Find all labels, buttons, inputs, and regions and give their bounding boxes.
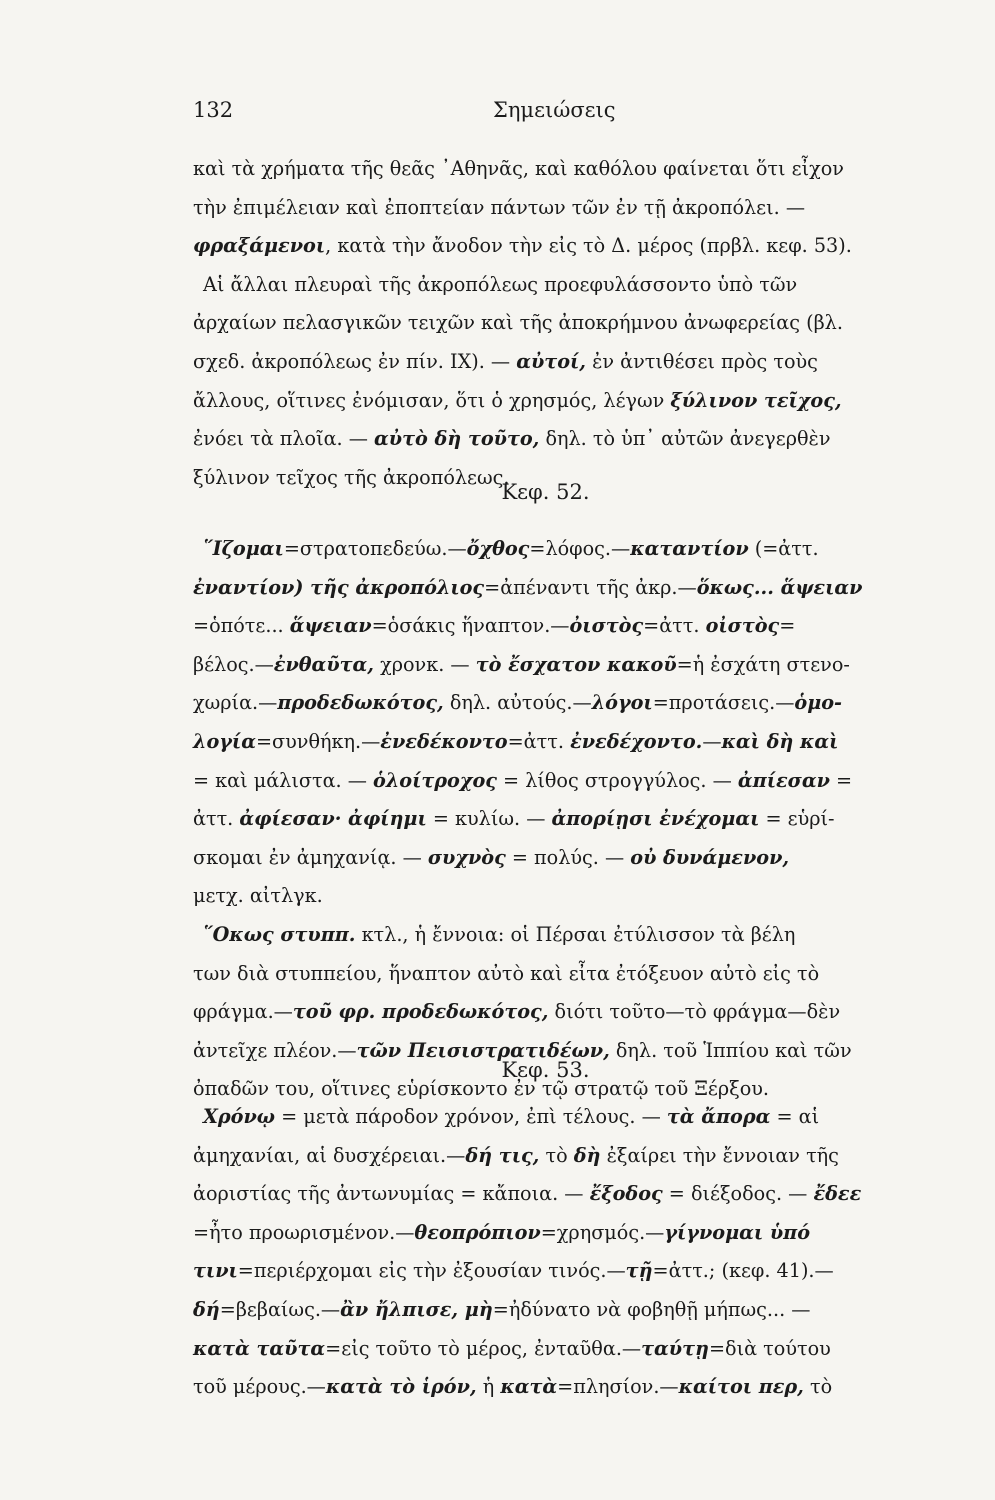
text-line	[193, 993, 841, 1032]
lemma-term: ἐνεδέκοντο	[380, 729, 508, 753]
gloss-text: = διέξοδος. —	[662, 1182, 814, 1206]
text-line	[193, 1291, 811, 1330]
gloss-text: ἀττ.	[193, 807, 240, 831]
text-line	[193, 150, 844, 189]
lemma-term: ῞Οκως στυππ.	[203, 922, 356, 946]
lemma-term: γίγνομαι ὑπό	[664, 1220, 811, 1244]
text-line	[193, 1368, 833, 1407]
gloss-text: = εὑρί-	[759, 807, 835, 831]
gloss-text: ἐν ἀντιθέσει πρὸς τοὺς	[585, 349, 818, 373]
gloss-text: =διὰ τούτου	[708, 1336, 831, 1360]
gloss-text: χρονκ. —	[374, 652, 476, 676]
text-line	[193, 955, 820, 994]
lemma-term: κατὰ ταῦτα	[193, 1336, 326, 1360]
gloss-text: =προτάσεις.—	[652, 691, 795, 715]
text-line	[193, 1214, 811, 1253]
text-line	[193, 646, 850, 685]
lemma-term: ἀφίεσαν· ἀφίημι	[239, 807, 427, 831]
gloss-text: =στρατοπεδεύω.—	[283, 537, 467, 560]
gloss-text: =	[829, 768, 853, 792]
text-line	[193, 382, 842, 421]
text-line	[193, 266, 798, 305]
lemma-term: λόγοι	[591, 691, 653, 715]
lemma-term: αὐτὸ δὴ τοῦτο,	[374, 427, 540, 451]
lemma-term: ἔδεε	[813, 1182, 862, 1206]
gloss-text: =ὁπότε...	[193, 614, 290, 638]
chapter-53-notes	[193, 1098, 862, 1407]
running-title: Σημειώσεις	[493, 98, 616, 122]
text-line	[193, 723, 839, 762]
lemma-term: κατὰ τὸ ἱρόν,	[325, 1375, 477, 1399]
gloss-text: =συνθήκη.—	[255, 729, 381, 753]
gloss-text: μετχ. αἰτλγκ.	[193, 884, 323, 908]
gloss-text: =ἀττ.; (κεφ. 41).—	[652, 1259, 834, 1283]
text-line	[193, 569, 863, 608]
gloss-text: —	[702, 729, 722, 753]
gloss-text: = πολύς. —	[505, 845, 631, 869]
text-line	[193, 1137, 839, 1176]
gloss-text: = μετὰ πάροδον χρόνον, ἐπὶ τέλους. —	[275, 1105, 667, 1128]
gloss-text: Αἱ ἄλλαι πλευραὶ τῆς ἀκροπόλεως προεφυλάσσοντο ὑπὸ τῶν	[203, 272, 798, 296]
text-line	[193, 1330, 831, 1369]
gloss-text: κτλ., ἡ ἔννοια: οἱ Πέρσαι ἐτύλισσον τὰ βέλη	[355, 922, 796, 946]
lemma-term: ὀιστὸς	[569, 614, 644, 638]
lemma-term: τῶν Πεισιστρατιδέων,	[356, 1038, 610, 1062]
lemma-term: ὄχθος	[466, 537, 530, 560]
text-line	[193, 304, 843, 343]
lemma-term: καίτοι περ,	[678, 1375, 804, 1399]
gloss-text: =ἡ ἐσχάτη στενο-	[676, 652, 850, 676]
lemma-term: ἅψειαν	[289, 614, 372, 638]
gloss-text: ἀοριστίας τῆς ἀντωνυμίας = κἄποια. —	[193, 1182, 590, 1206]
gloss-text: χωρία.—	[193, 691, 278, 715]
lemma-term: τὸ ἔσχατον κακοῦ	[475, 652, 677, 676]
gloss-text: =ὁσάκις ἥναπτον.—	[371, 614, 570, 638]
text-line	[193, 227, 852, 266]
lemma-term: αὐτοί,	[516, 349, 586, 373]
notes-paragraph-continued	[193, 150, 852, 497]
lemma-term: οἰστὸς	[705, 614, 780, 638]
lemma-term: ἂν ἤλπισε, μὴ	[340, 1297, 493, 1321]
gloss-text: βέλος.—	[193, 652, 274, 676]
text-line	[193, 684, 843, 723]
lemma-term: τῇ	[625, 1259, 653, 1283]
gloss-text: ἀρχαίων πελασγικῶν τειχῶν καὶ τῆς ἀποκρήμνου ἀνωφερείας (βλ.	[193, 311, 843, 335]
gloss-text: δηλ. τὸ ὑπ᾽ αὐτῶν ἀνεγερθὲν	[539, 427, 831, 451]
text-line	[193, 420, 831, 459]
lemma-term: ὅκως... ἅψειαν	[696, 575, 863, 599]
gloss-text: δηλ. τοῦ Ἱππίου καὶ τῶν	[609, 1038, 852, 1062]
lemma-term: κατὰ	[500, 1375, 558, 1399]
lemma-term: δή τις,	[465, 1143, 540, 1167]
gloss-text: τὸ	[539, 1143, 574, 1167]
text-line	[193, 607, 796, 646]
gloss-text: ἐξαίρει τὴν ἔννοιαν τῆς	[600, 1143, 839, 1167]
text-line	[193, 530, 819, 569]
gloss-text: =ἠδύνατο νὰ φοβηθῇ μήπως... —	[492, 1297, 811, 1321]
chapter-53-heading: Κεφ. 53.	[501, 1058, 590, 1082]
lemma-term: ἔξοδος	[589, 1182, 663, 1206]
lemma-term: ταύτῃ	[641, 1336, 709, 1360]
lemma-term: Χρόνῳ	[203, 1105, 276, 1128]
lemma-term: τὰ ἄπορα	[666, 1105, 771, 1128]
gloss-text: = λίθος στρογγύλος. —	[496, 768, 738, 792]
gloss-text: (=ἀττ.	[748, 537, 819, 560]
lemma-term: προδεδωκότος,	[277, 691, 444, 715]
gloss-text: = καὶ μάλιστα. —	[193, 768, 374, 792]
page-header	[193, 98, 813, 128]
gloss-text: =	[779, 614, 796, 638]
gloss-text: σκομαι ἐν ἀμηχανίᾳ. —	[193, 845, 428, 869]
lemma-term: ξύλινον τεῖχος,	[670, 388, 842, 412]
text-line	[193, 916, 796, 955]
lemma-term: δὴ	[573, 1143, 601, 1167]
lemma-term: θεοπρόπιον	[414, 1220, 541, 1244]
text-line	[193, 1252, 834, 1291]
lemma-term: ἐνεδέχοντο.	[570, 729, 703, 753]
gloss-text: τοῦ μέρους.—	[193, 1375, 326, 1399]
gloss-text: ἐνόει τὰ πλοῖα. —	[193, 427, 375, 451]
gloss-text: καὶ τὰ χρήματα τῆς θεᾶς ᾽Αθηνᾶς, καὶ καθόλου φαίνεται ὅτι εἶχον	[193, 157, 844, 180]
gloss-text: ξύλινον τεῖχος τῆς ἀκροπόλεως.	[193, 465, 510, 489]
chapter-52-heading: Κεφ. 52.	[501, 480, 590, 504]
lemma-term: συχνὸς	[427, 845, 506, 869]
gloss-text: =βεβαίως.—	[219, 1297, 341, 1321]
lemma-term: δή	[193, 1297, 220, 1321]
lemma-term: οὐ δυνάμενον,	[630, 845, 790, 869]
gloss-text: =εἰς τοῦτο τὸ μέρος, ἐνταῦθα.—	[325, 1336, 642, 1360]
gloss-text: =χρησμός.—	[540, 1220, 665, 1244]
text-line	[193, 1098, 820, 1137]
gloss-text: , κατὰ τὴν ἄνοδον τὴν εἰς τὸ Δ. μέρος (πρβλ. κεφ. 53).	[325, 234, 852, 258]
gloss-text: = κυλίω. —	[426, 807, 552, 831]
gloss-text: ἡ	[476, 1375, 501, 1399]
lemma-term: καὶ δὴ καὶ	[721, 729, 839, 753]
gloss-text: τὸ	[803, 1375, 833, 1399]
lemma-term: ἀπίεσαν	[737, 768, 830, 792]
gloss-text: φράγμα.—	[193, 1000, 293, 1024]
gloss-text: ἄλλους, οἵτινες ἐνόμισαν, ὅτι ὁ χρησμός, λέγων	[193, 388, 671, 412]
gloss-text: =ἦτο προωρισμένον.—	[193, 1220, 415, 1244]
lemma-term: τοῦ φρ. προδεδωκότος,	[292, 1000, 549, 1024]
text-line	[193, 1175, 862, 1214]
lemma-term: ὁμο-	[794, 691, 843, 715]
lemma-term: ῞Ιζομαι	[203, 537, 284, 560]
lemma-term: φραξάμενοι	[193, 234, 326, 258]
page-number: 132	[193, 98, 234, 122]
gloss-text: των διὰ στυππείου, ἥναπτον αὐτὸ καὶ εἶτα ἐτόξευον αὐτὸ εἰς τὸ	[193, 961, 820, 985]
lemma-term: λογία	[193, 729, 256, 753]
gloss-text: =ἀττ.	[507, 729, 571, 753]
gloss-text: =λόφος.—	[529, 537, 631, 560]
chapter-52-notes	[193, 530, 863, 1109]
gloss-text: =ἀττ.	[643, 614, 706, 638]
gloss-text: δηλ. αὐτούς.—	[443, 691, 592, 715]
text-line	[193, 800, 835, 839]
gloss-text: ἀντεῖχε πλέον.—	[193, 1038, 357, 1062]
lemma-term: ὁλοίτροχος	[373, 768, 497, 792]
gloss-text: =πλησίον.—	[557, 1375, 679, 1399]
lemma-term: ἐναντίον) τῆς ἀκροπόλιος	[193, 575, 485, 599]
gloss-text: σχεδ. ἀκροπόλεως ἐν πίν. IX). —	[193, 349, 517, 373]
lemma-term: ἀπορίῃσι ἐνέχομαι	[551, 807, 760, 831]
text-line	[193, 877, 741, 916]
gloss-text: =περιέρχομαι εἰς τὴν ἐξουσίαν τινός.—	[237, 1259, 626, 1283]
gloss-text: = αἱ	[770, 1105, 820, 1128]
lemma-term: τινι	[193, 1259, 238, 1283]
gloss-text: τὴν ἐπιμέλειαν καὶ ἐποπτείαν πάντων τῶν ἐν τῇ ἀκροπόλει. —	[193, 195, 806, 219]
text-line	[193, 189, 806, 228]
text-line	[193, 762, 853, 801]
gloss-text: ἀμηχανίαι, αἱ δυσχέρειαι.—	[193, 1143, 466, 1167]
text-line	[193, 839, 790, 878]
gloss-text: ὀπαδῶν του, οἵτινες εὑρίσκοντο ἐν τῷ στρατῷ τοῦ Ξέρξου.	[193, 1077, 770, 1101]
lemma-term: ἐνθαῦτα,	[273, 652, 374, 676]
gloss-text: διότι τοῦτο—τὸ φράγμα—δὲν	[548, 1000, 841, 1024]
text-line	[193, 343, 818, 382]
lemma-term: καταντίον	[630, 537, 749, 560]
gloss-text: =ἀπέναντι τῆς ἀκρ.—	[484, 575, 697, 599]
